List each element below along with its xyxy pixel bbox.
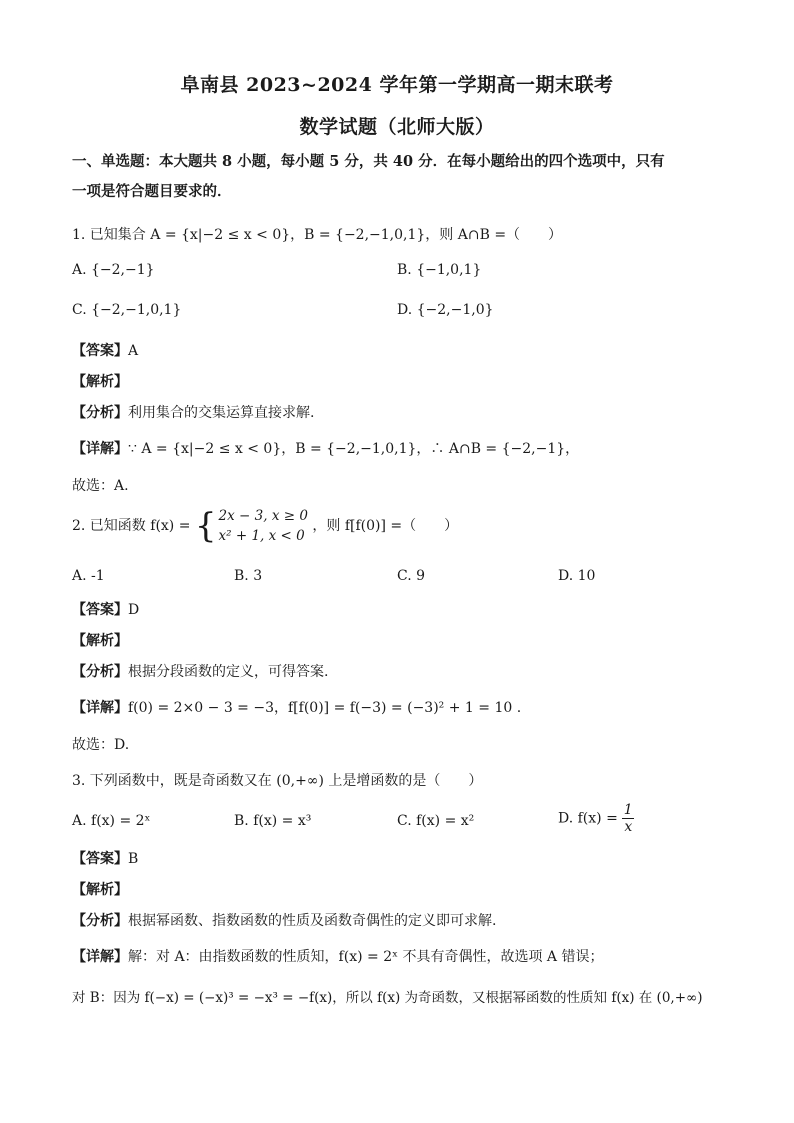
- q3-detail: [72, 946, 722, 966]
- section-heading-line2: 一项是符合题目要求的．: [72, 183, 232, 200]
- q1-analysis-label: [72, 371, 722, 391]
- q2-fenxi: [72, 661, 722, 681]
- fenxi-label: 【分析】: [72, 664, 128, 680]
- q3-option-c: C. f(x) = x²: [397, 813, 475, 829]
- q3-detail-b: 对 B：因为 f(−x) = (−x)³ = −x³ = −f(x)，所以 f(x) 为奇函数，又根据幂函数的性质知 f(x) 在 (0,+∞): [72, 990, 703, 1006]
- detail-text: 解：对 A：由指数函数的性质知，f(x) = 2ˣ 不具有奇偶性，故选项 A 错误；: [128, 949, 604, 965]
- q1-answer: [72, 340, 722, 360]
- fenxi-text: 根据幂函数、指数函数的性质及函数奇偶性的定义即可求解.: [128, 913, 497, 929]
- q2-piecewise: [195, 506, 308, 546]
- q1-option-c: C. {−2,−1,0,1}: [72, 302, 182, 318]
- answer-label: 【答案】: [72, 602, 128, 618]
- q1-option-a: A. {−2,−1}: [72, 262, 155, 278]
- q3-option-d: [558, 802, 634, 835]
- q3-analysis-label: [72, 879, 722, 899]
- exam-title: 阜南县 2023~2024 学年第一学期高一期末联考: [180, 74, 614, 96]
- detail-label: 【详解】: [72, 949, 128, 965]
- q1-option-b: B. {−1,0,1}: [397, 262, 482, 278]
- answer-label: 【答案】: [72, 343, 128, 359]
- answer-value: D: [128, 602, 140, 618]
- q3-option-d-fraction: [622, 802, 634, 835]
- q2-stem: [72, 506, 722, 546]
- q2-conclusion: 故选：D.: [72, 737, 130, 753]
- fenxi-text: 根据分段函数的定义，可得答案.: [128, 664, 329, 680]
- q1-conclusion: 故选：A.: [72, 478, 129, 494]
- q3-answer: [72, 848, 722, 868]
- detail-text: ∵ A = {x|−2 ≤ x < 0}，B = {−2,−1,0,1}，∴ A∩B = {−2,−1}，: [128, 441, 580, 457]
- q3-option-a: A. f(x) = 2ˣ: [72, 813, 151, 829]
- section-heading-line1: 一、单选题：本大题共 8 小题，每小题 5 分，共 40 分．在每小题给出的四个选项中，只有: [72, 153, 665, 170]
- analysis-label: 【解析】: [72, 374, 128, 390]
- analysis-label: 【解析】: [72, 882, 128, 898]
- detail-label: 【详解】: [72, 700, 128, 716]
- fraction-denominator: x: [624, 819, 633, 835]
- q2-option-a: A. -1: [72, 568, 105, 584]
- analysis-label: 【解析】: [72, 633, 128, 649]
- q1-fenxi: [72, 402, 722, 422]
- q3-fenxi: [72, 910, 722, 930]
- q2-detail: [72, 697, 722, 717]
- q2-case1: 2x − 3, x ≥ 0: [218, 508, 308, 524]
- q2-option-d: D. 10: [558, 568, 596, 584]
- detail-label: 【详解】: [72, 441, 128, 457]
- fenxi-label: 【分析】: [72, 405, 128, 421]
- left-brace-icon: {: [194, 506, 217, 546]
- q2-stem-prefix: 2. 已知函数 f(x) =: [72, 518, 191, 534]
- exam-subtitle: 数学试题（北师大版）: [299, 116, 495, 138]
- detail-text: f(0) = 2×0 − 3 = −3，f[f(0)] = f(−3) = (−3)² + 1 = 10 .: [128, 700, 522, 716]
- q1-detail: [72, 438, 722, 458]
- q3-option-d-prefix: D. f(x) =: [558, 810, 618, 827]
- q2-answer: [72, 599, 722, 619]
- q3-option-b: B. f(x) = x³: [234, 813, 312, 829]
- q1-stem: 1. 已知集合 A = {x|−2 ≤ x < 0}，B = {−2,−1,0,1}，则 A∩B =（ ）: [72, 227, 563, 243]
- answer-label: 【答案】: [72, 851, 128, 867]
- fenxi-label: 【分析】: [72, 913, 128, 929]
- q2-option-b: B. 3: [234, 568, 263, 584]
- answer-value: B: [128, 851, 139, 867]
- q2-case2: x² + 1, x < 0: [218, 528, 305, 544]
- fenxi-text: 利用集合的交集运算直接求解.: [128, 405, 315, 421]
- q1-option-d: D. {−2,−1,0}: [397, 302, 494, 318]
- q3-stem: 3. 下列函数中，既是奇函数又在 (0,+∞) 上是增函数的是（ ）: [72, 773, 483, 789]
- q2-analysis-label: [72, 630, 722, 650]
- fraction-numerator: 1: [623, 802, 633, 818]
- q2-stem-suffix: ，则 f[f(0)] =（ ）: [312, 518, 459, 534]
- answer-value: A: [128, 343, 139, 359]
- q2-option-c: C. 9: [397, 568, 426, 584]
